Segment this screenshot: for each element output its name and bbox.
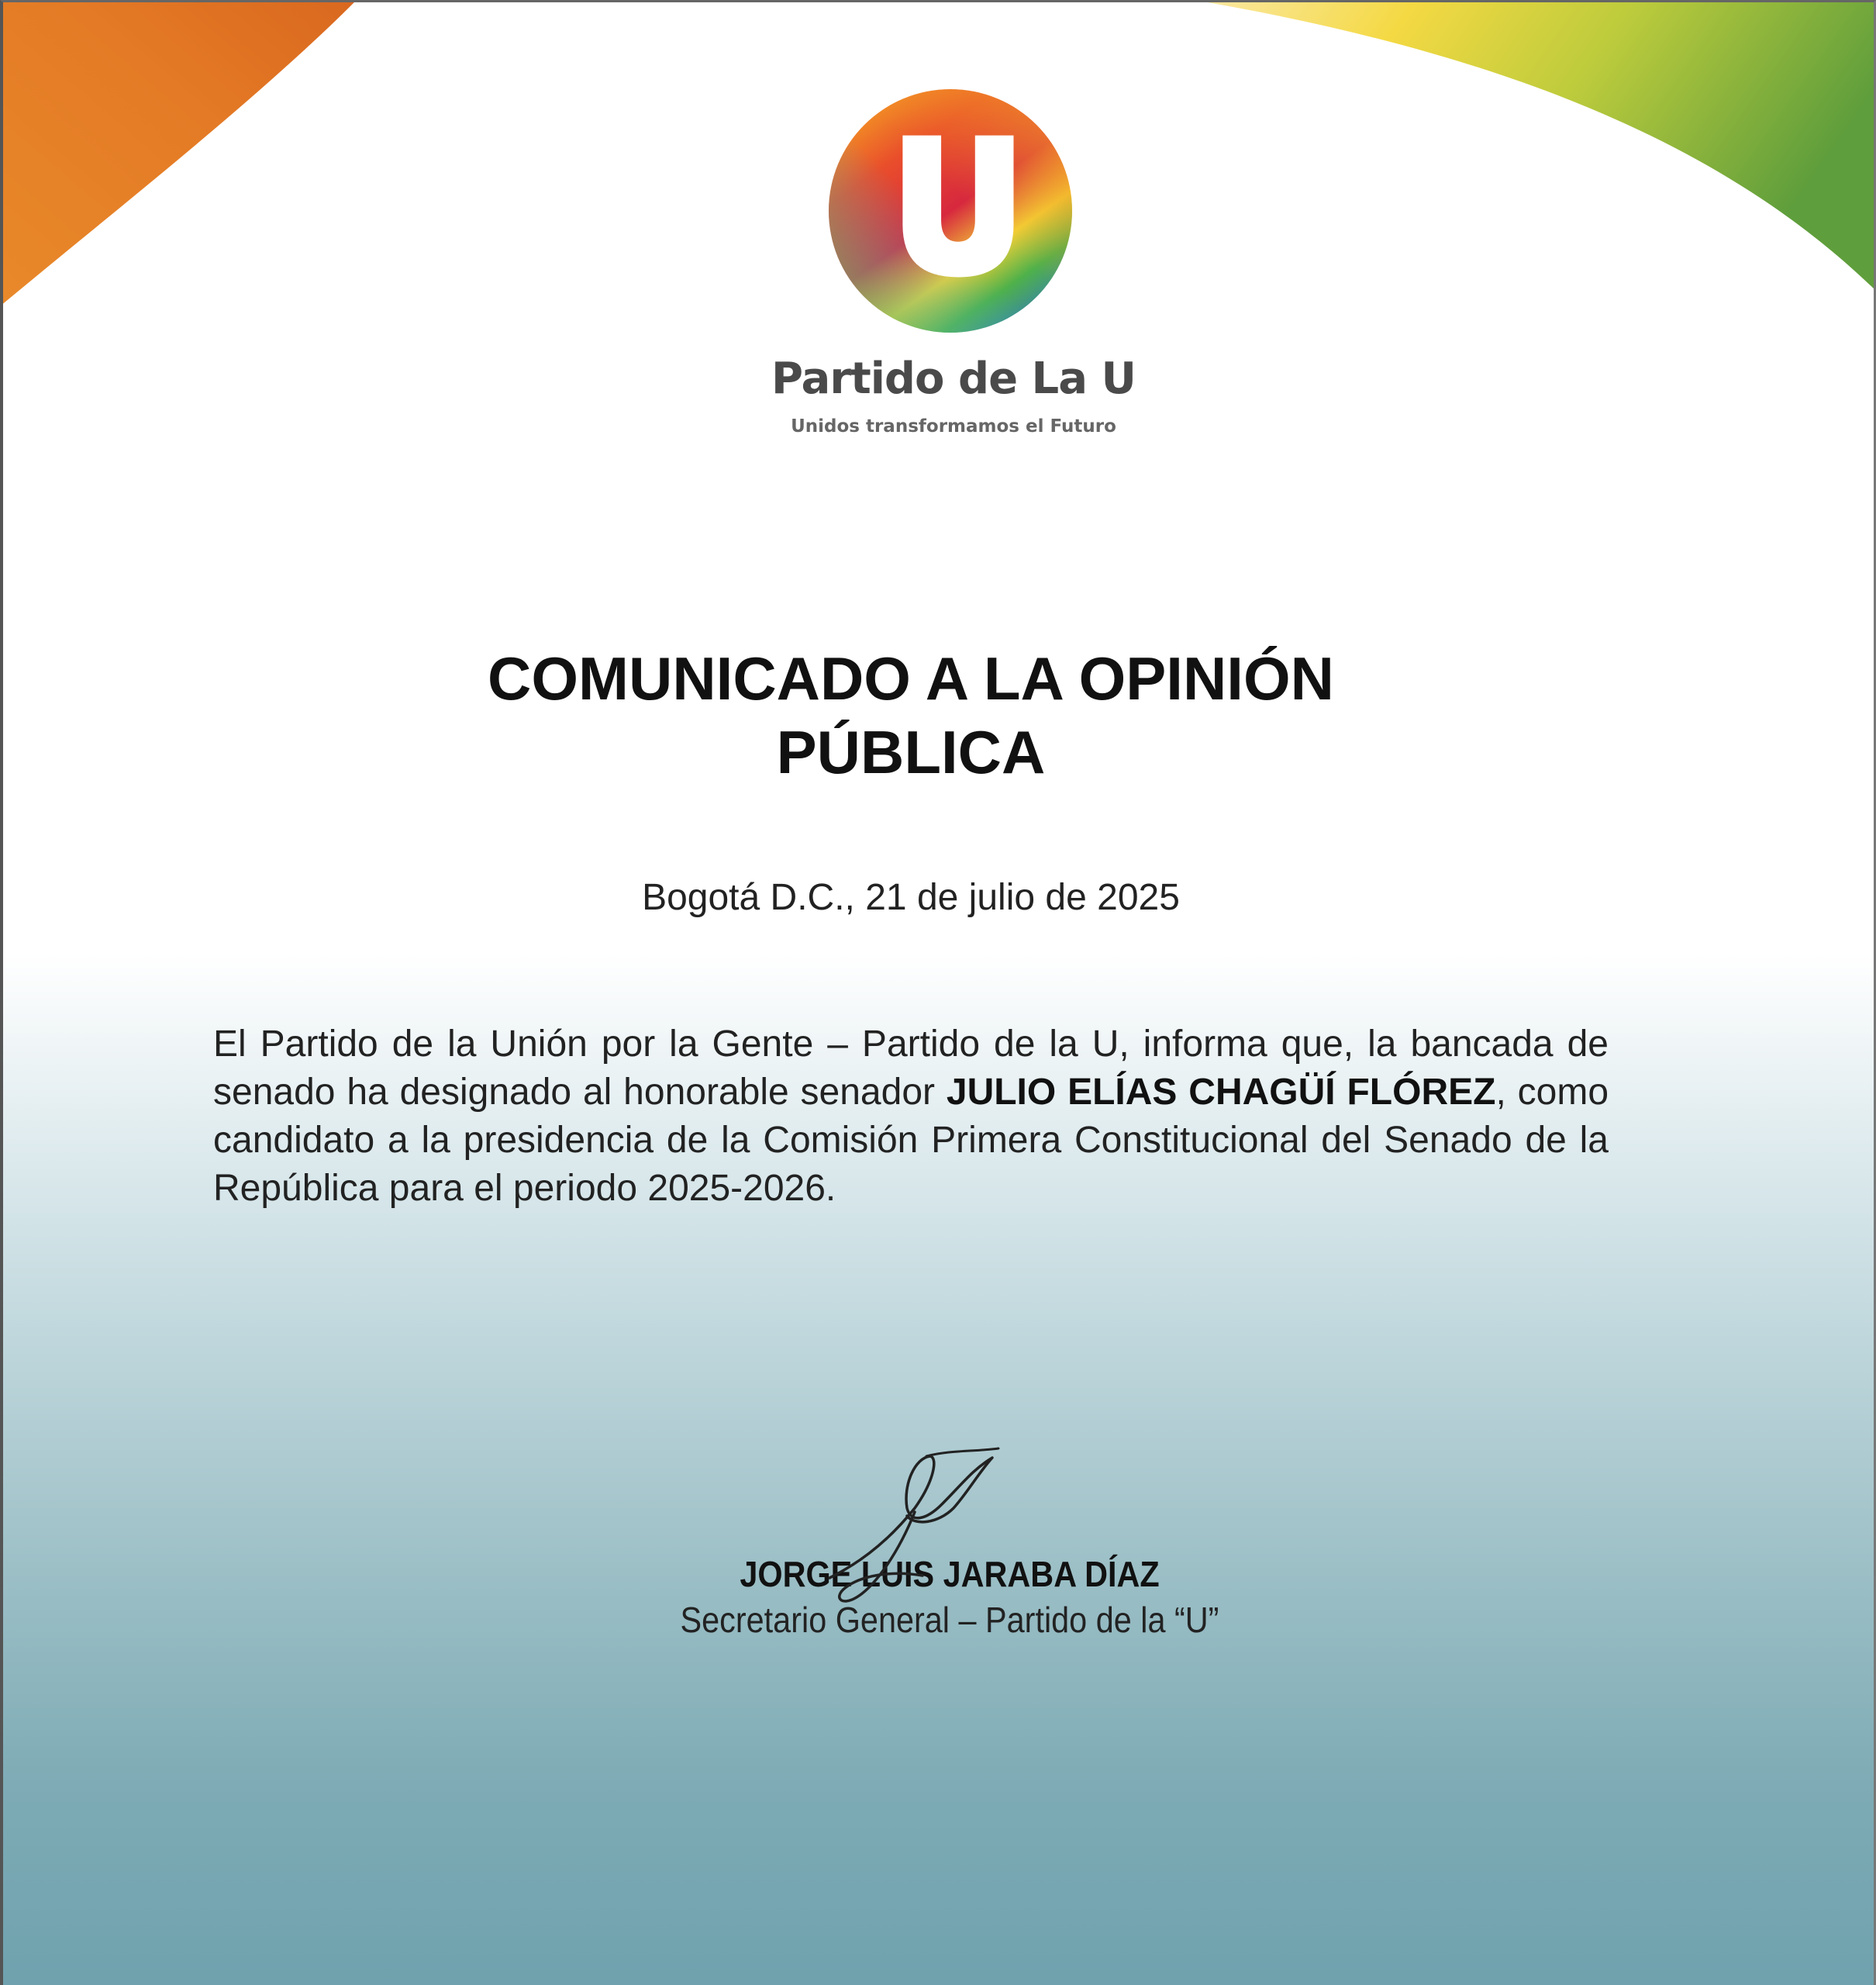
- signer-role: Secretario General – Partido de la “U”: [680, 1600, 1219, 1640]
- body-paragraph: [213, 1020, 1609, 1213]
- signature-icon: [798, 1442, 1016, 1621]
- body-text-part-2: , como candidato a la presidencia de la Comisión Primera Constitucional del Senado de la República para el periodo 2025-2026.: [213, 1072, 1609, 1209]
- orange-swoosh-decoration: [0, 0, 372, 318]
- title-line-1: COMUNICADO A LA OPINIÓN: [488, 644, 1334, 713]
- senator-name: JULIO ELÍAS CHAGÜÍ FLÓREZ: [946, 1072, 1496, 1113]
- logo-tagline: Unidos transformamos el Futuro: [791, 416, 1116, 437]
- signer-name: JORGE LUIS JARABA DÍAZ: [740, 1554, 1160, 1594]
- date-line: Bogotá D.C., 21 de julio de 2025: [642, 877, 1180, 918]
- yellow-green-swoosh-decoration: [1194, 0, 1876, 295]
- logo-wordmark: Partido de La U: [771, 354, 1136, 404]
- body-text-part-1: El Partido de la Unión por la Gente – Partido de la U, informa que, la bancada de senado ha designado al honorable senador: [213, 1024, 1609, 1113]
- document-title: [310, 642, 1512, 789]
- party-logo-icon: [827, 88, 1074, 334]
- title-line-2: PÚBLICA: [776, 718, 1046, 786]
